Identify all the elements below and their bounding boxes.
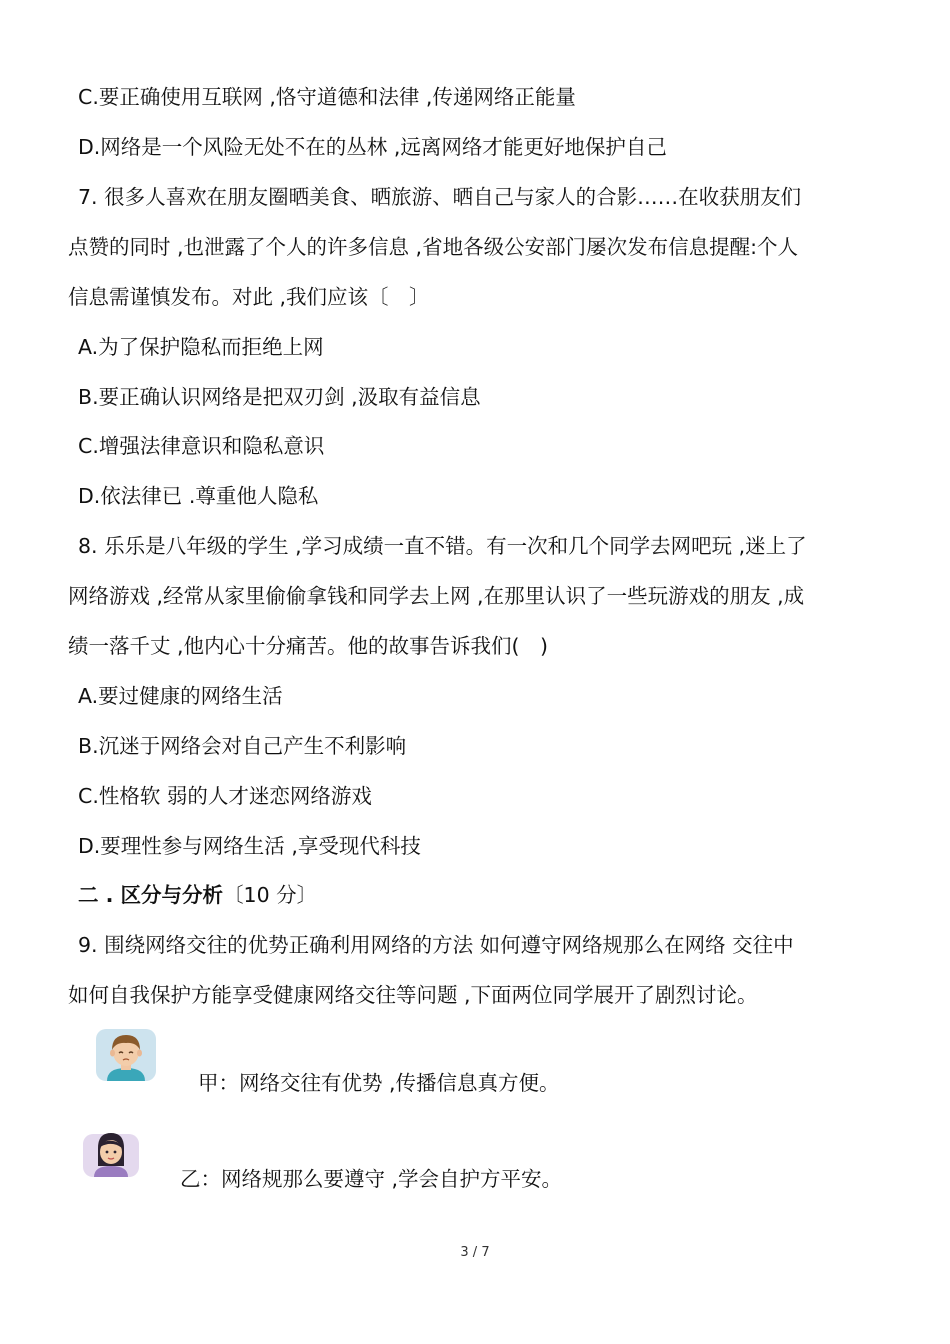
section-title: 二 . 区分与分析 [78, 883, 224, 907]
q8-text-line-1: 8. 乐乐是八年级的学生 ,学习成绩一直不错。有一次和几个同学去网吧玩 ,迷上了 [78, 534, 807, 558]
speaker-yi-text: 乙：网络规那么要遵守 ,学会自护方平安。 [180, 1167, 563, 1191]
section-points: 〔10 分〕 [223, 883, 318, 907]
q8-option-d: D.要理性参与网络生活 ,享受现代科技 [78, 834, 421, 858]
q7-text-line-2: 点赞的同时 ,也泄露了个人的许多信息 ,省地各级公安部门屡次发布信息提醒:个人 [68, 235, 798, 259]
speaker-jia-text: 甲：网络交往有优势 ,传播信息真方便。 [198, 1071, 560, 1095]
q8-option-b: B.沉迷于网络会对自己产生不利影响 [78, 734, 407, 758]
q6-option-c: C.要正确使用互联网 ,恪守道德和法律 ,传递网络正能量 [78, 85, 576, 109]
q7-option-a: A.为了保护隐私而拒绝上网 [78, 335, 324, 359]
q7-option-c: C.增强法律意识和隐私意识 [78, 434, 325, 458]
q9-text-line-2: 如何自我保护方能享受健康网络交往等问题 ,下面两位同学展开了剧烈讨论。 [68, 983, 758, 1007]
q7-text-line-1: 7. 很多人喜欢在朋友圈晒美食、晒旅游、晒自己与家人的合影……在收获朋友们 [78, 185, 802, 209]
q8-text-line-2: 网络游戏 ,经常从家里偷偷拿钱和同学去上网 ,在那里认识了一些玩游戏的朋友 ,成 [68, 584, 805, 608]
q7-text-line-3: 信息需谨慎发布。对此 ,我们应该〔 〕 [68, 285, 430, 309]
girl-avatar-icon [82, 1130, 140, 1178]
section-heading [78, 880, 317, 910]
q8-text-line-3: 绩一落千丈 ,他内心十分痛苦。他的故事告诉我们( ) [68, 634, 549, 658]
q8-option-a: A.要过健康的网络生活 [78, 684, 283, 708]
q8-option-c: C.性格软 弱的人才迷恋网络游戏 [78, 784, 372, 808]
page-number: 3 / 7 [460, 1245, 490, 1260]
q6-option-d: D.网络是一个风险无处不在的丛林 ,远离网络才能更好地保护自己 [78, 135, 667, 159]
boy-avatar-icon [95, 1028, 157, 1082]
q7-option-b: B.要正确认识网络是把双刃剑 ,汲取有益信息 [78, 385, 481, 409]
q7-option-d: D.依法律已 .尊重他人隐私 [78, 484, 319, 508]
q9-text-line-1: 9. 围绕网络交往的优势正确利用网络的方法 如何遵守网络规那么在网络 交往中 [78, 933, 794, 957]
